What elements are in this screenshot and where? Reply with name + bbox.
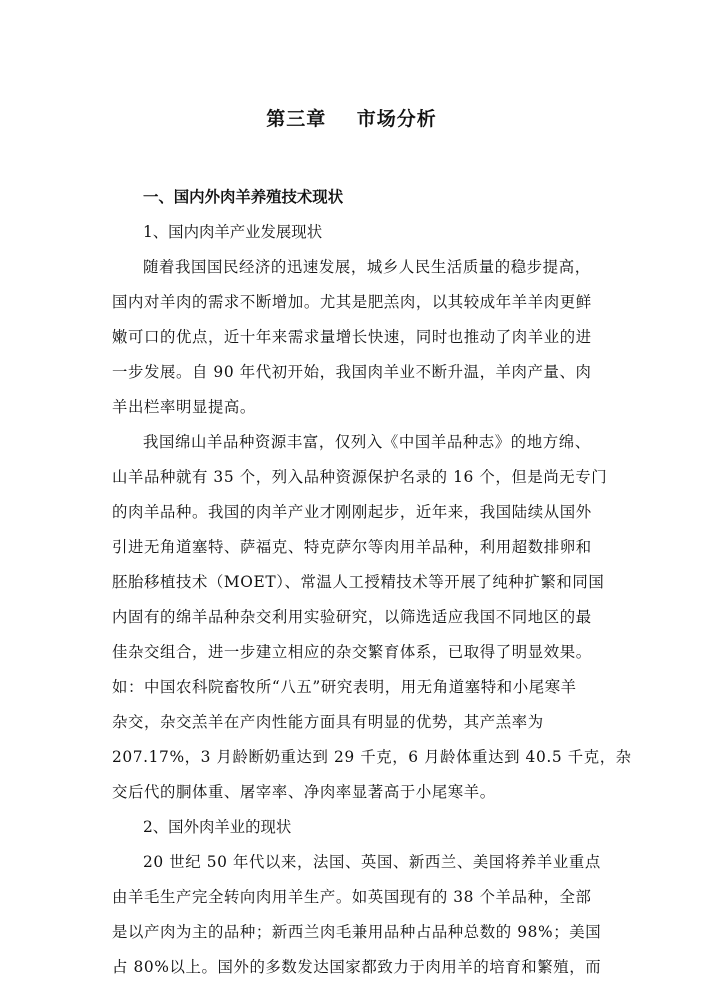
paragraph bbox=[112, 250, 612, 425]
text-line: 如：中国农科院畜牧所“八五”研究表明，用无角道塞特和小尾寒羊 bbox=[112, 678, 577, 696]
text-line: 嫩可口的优点，近十年来需求量增长快速，同时也推动了肉羊业的进 bbox=[112, 328, 592, 346]
text-line: 佳杂交组合，进一步建立相应的杂交繁育体系，已取得了明显效果。 bbox=[112, 643, 592, 661]
text-line: 胚胎移植技术（MOET）、常温人工授精技术等开展了纯种扩繁和同国 bbox=[112, 573, 605, 591]
section-heading: 一、国内外肉羊养殖技术现状 bbox=[143, 188, 344, 206]
chapter-title: 第三章 市场分析 bbox=[266, 108, 437, 130]
text-line: 羊出栏率明显提高。 bbox=[112, 398, 256, 416]
text-line: 的肉羊品种。我国的肉羊产业才刚刚起步，近年来，我国陆续从国外 bbox=[112, 503, 592, 521]
text-line: 我国绵山羊品种资源丰富，仅列入《中国羊品种志》的地方绵、 bbox=[143, 433, 591, 451]
paragraph bbox=[112, 425, 632, 810]
text-line: 引进无角道塞特、萨福克、特克萨尔等肉用羊品种，利用超数排卵和 bbox=[112, 538, 592, 556]
subsection-heading: 1、国内肉羊产业发展现状 bbox=[143, 223, 323, 241]
text-line: 207.17%，3 月龄断奶重达到 29 千克，6 月龄体重达到 40.5 千克，杂 bbox=[112, 748, 632, 766]
subsection-heading: 2、国外肉羊业的现状 bbox=[143, 818, 292, 836]
text-line: 20 世纪 50 年代以来，法国、英国、新西兰、美国将养羊业重点 bbox=[143, 853, 601, 871]
paragraph bbox=[112, 845, 612, 985]
text-line: 占 80%以上。国外的多数发达国家都致力于肉用羊的培育和繁殖，而 bbox=[112, 958, 602, 976]
text-line: 内固有的绵羊品种杂交利用实验研究，以筛选适应我国不同地区的最 bbox=[112, 608, 592, 626]
text-line: 由羊毛生产完全转向肉用羊生产。如英国现有的 38 个羊品种，全部 bbox=[112, 888, 592, 906]
text-line: 山羊品种就有 35 个，列入品种资源保护名录的 16 个，但是尚无专门 bbox=[112, 468, 608, 486]
text-line: 随着我国国民经济的迅速发展，城乡人民生活质量的稳步提高， bbox=[143, 258, 591, 276]
text-line: 交后代的胴体重、屠宰率、净肉率显著高于小尾寒羊。 bbox=[112, 783, 496, 801]
text-line: 一步发展。自 90 年代初开始，我国肉羊业不断升温，羊肉产量、肉 bbox=[112, 363, 592, 381]
text-line: 国内对羊肉的需求不断增加。尤其是肥羔肉，以其较成年羊羊肉更鲜 bbox=[112, 293, 592, 311]
document-body bbox=[112, 180, 632, 985]
text-line: 是以产肉为主的品种；新西兰肉毛兼用品种占品种总数的 98%；美国 bbox=[112, 923, 602, 941]
text-line: 杂交，杂交羔羊在产肉性能方面具有明显的优势，其产羔率为 bbox=[112, 713, 544, 731]
